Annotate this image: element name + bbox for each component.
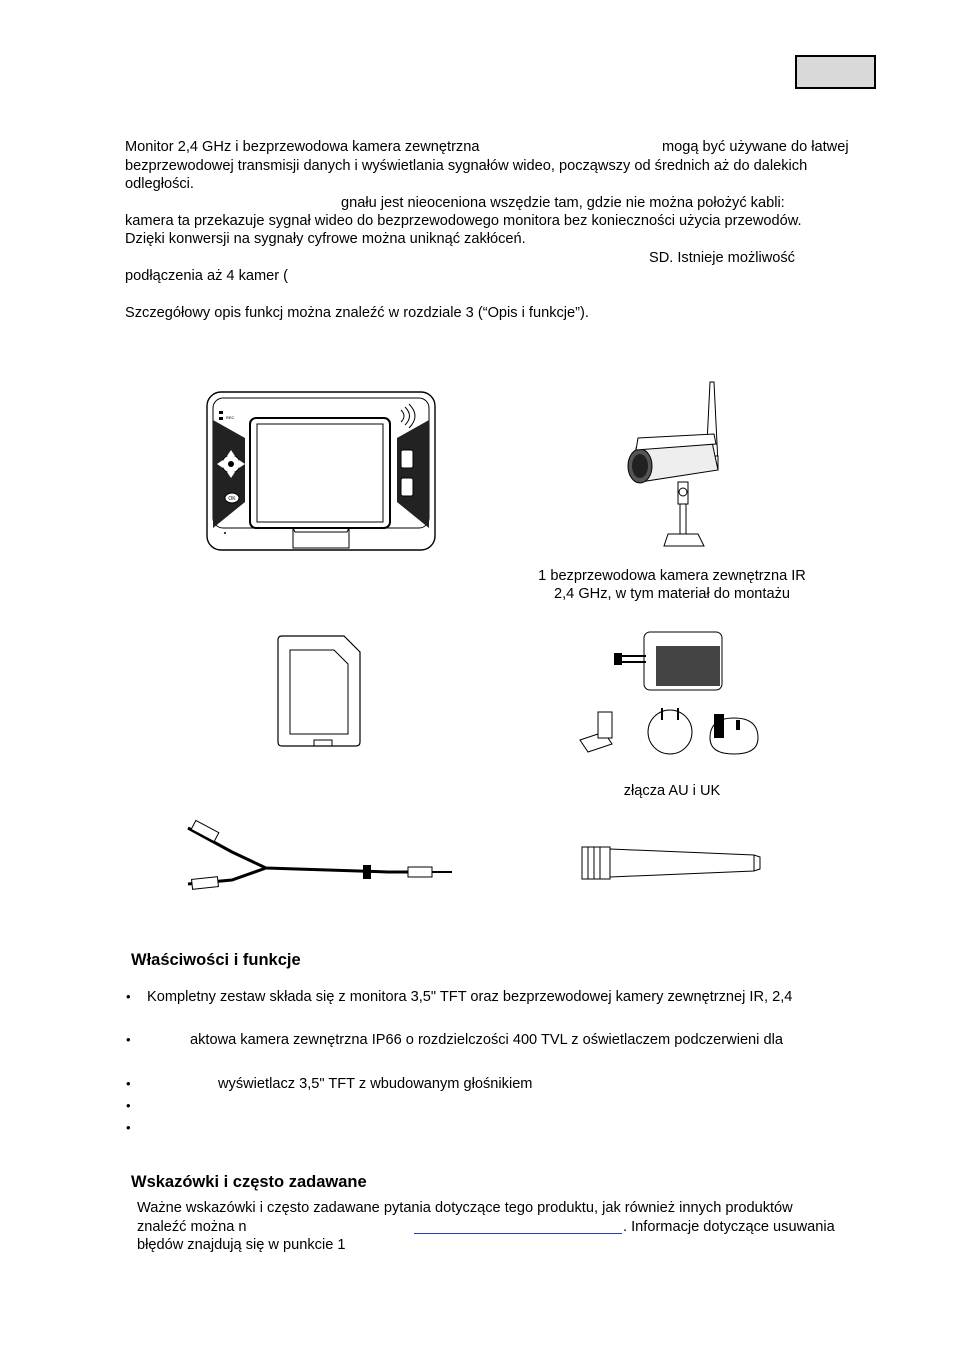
camera-caption-line-1: 1 bezprzewodowa kamera zewnętrzna IR <box>538 568 806 584</box>
faq-heading: Wskazówki i często zadawane <box>131 1173 367 1191</box>
monitor-illustration <box>205 390 437 555</box>
feature-item-2: aktowa kamera zewnętrzna IP66 o rozdzielczości 400 TVL z oświetlaczem podczerwieni dla <box>190 1032 783 1048</box>
av-cable-illustration <box>178 818 458 898</box>
faq-line-2b: . Informacje dotyczące usuwania <box>623 1219 835 1235</box>
language-box <box>795 55 876 89</box>
intro-line-8: podłączenia aż 4 kamer ( <box>125 268 289 284</box>
adapter-caption: złącza AU i UK <box>623 783 721 799</box>
bullet-icon: • <box>126 1098 131 1113</box>
faq-line-3: błędów znajdują się w punkcie 1 <box>137 1237 346 1253</box>
intro-line-6: Dzięki konwersji na sygnały cyfrowe można uniknąć zakłóceń. <box>125 231 526 247</box>
intro-line-9: Szczegółowy opis funkcj można znaleźć w rozdziale 3 (“Opis i funkcje”). <box>125 305 589 321</box>
intro-line-1a: Monitor 2,4 GHz i bezprzewodowa kamera zewnętrzna <box>125 139 480 155</box>
bullet-icon: • <box>126 989 131 1004</box>
bullet-icon: • <box>126 1076 131 1091</box>
intro-line-1b: mogą być używane do łatwej <box>662 139 849 155</box>
rec-label: REC <box>226 415 235 420</box>
faq-line-2a: znaleźć można n <box>137 1219 247 1235</box>
features-heading: Właściwości i funkcje <box>131 951 301 969</box>
intro-line-5: kamera ta przekazuje sygnał wideo do bezprzewodowego monitora bez konieczności użycia przewodów. <box>125 213 802 229</box>
intro-line-7: SD. Istnieje możliwość <box>649 250 795 266</box>
intro-line-4: gnału jest nieoceniona wszędzie tam, gdzie nie można położyć kabli: <box>341 195 785 211</box>
ok-label: OK <box>228 496 236 502</box>
intro-line-2: bezprzewodowej transmisji danych i wyświetlania sygnałów wideo, począwszy od średnich aż do dalekich <box>125 158 808 174</box>
camera-caption-line-2: 2,4 GHz, w tym materiał do montażu <box>553 586 791 602</box>
antenna-illustration <box>580 845 766 881</box>
bullet-icon: • <box>126 1120 131 1135</box>
sd-card-illustration <box>274 634 364 749</box>
power-adapter-illustration <box>574 628 774 760</box>
faq-line-1: Ważne wskazówki i często zadawane pytania dotyczące tego produktu, jak również innych produktów <box>137 1200 793 1216</box>
camera-illustration <box>620 378 730 553</box>
intro-line-3: odległości. <box>125 176 194 192</box>
bullet-icon: • <box>126 1032 131 1047</box>
feature-item-1: Kompletny zestaw składa się z monitora 3,5" TFT oraz bezprzewodowej kamery zewnętrznej IR, 2,4 <box>147 989 793 1005</box>
feature-item-3: wyświetlacz 3,5" TFT z wbudowanym głośnikiem <box>218 1076 533 1092</box>
faq-link[interactable] <box>414 1219 622 1234</box>
